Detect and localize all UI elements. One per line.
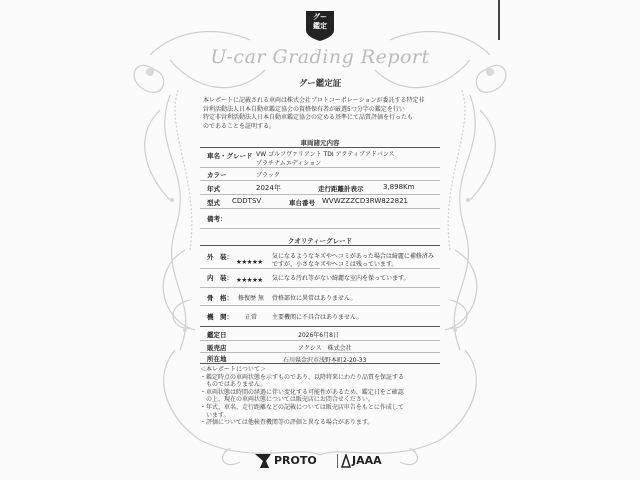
note-line: の上、現在の車両状態については販売店にお問合せください。 [200,396,374,404]
chassis-value: WVWZZZCD3RW822821 [322,197,408,205]
intro-line: 本レポートに記載される車両は株式会社プロトコーポレーションが委託する特定非 [203,97,425,104]
dealer-label: 販売店 [207,344,227,352]
certificate-title: グー鑑定証 [298,79,342,89]
notes-section [200,366,440,427]
interior-comment: 気になる汚れ等がない綺麗な室内を保っています。 [272,275,410,282]
intro-line: 特定非営利活動法人日本自動車鑑定協会の定める基準にて品質評価を行ったも [203,114,414,121]
note-line: ものではありません。 [200,381,267,389]
note-line: います。 [200,411,230,419]
type-value: CDDTSV [232,197,262,205]
divider [200,228,440,229]
logo-separator [337,454,338,468]
mileage-value: 3,898Km [383,183,415,191]
address-label: 所在地 [207,355,227,363]
exterior-label: 外 装： [207,253,233,261]
engine-label: 機 関： [207,313,233,321]
divider [200,268,440,269]
notes-heading: ＜本レポートについて＞ [200,366,266,373]
jaaa-logo-text: JAAA [352,454,382,467]
quality-section-heading: クオリティーグレード [287,237,353,245]
intro-paragraph [203,97,441,131]
exterior-comment-1: 気になるようなキズやヘコミがあった場合は綺麗に補修済み [272,253,434,260]
proto-logo-text: PROTO [274,454,317,467]
footer-logos [250,453,410,469]
appraisal-date-label: 鑑定日 [207,331,227,339]
divider [200,340,440,341]
frame-label: 骨 格： [207,294,233,302]
interior-rating-stars: ★★★★★ [236,276,263,284]
divider [200,305,440,306]
exterior-comment-2: ですが、小さなキズやヘコミは残っています。 [272,261,398,268]
address-value: 石川県金沢市浅野本町2-20-33 [283,357,367,364]
report-script-title: U-car Grading Report [210,46,430,68]
divider [200,363,440,364]
dealer-value: アクシス 株式会社 [298,345,352,352]
mileage-label: 走行距離計表示 [318,185,364,193]
divider [200,287,440,288]
exterior-label-text: 外 装 [207,253,227,261]
model-grade-label: 車名・グレード [207,152,253,160]
divider [200,352,440,353]
jaaa-logo-icon [341,454,351,468]
divider [200,167,440,168]
appraisal-date-value: 2026年6月8日 [298,332,339,339]
type-label: 型式 [207,199,220,207]
intro-line: 営利活動法人日本自動車鑑定協会の資格保有者が厳選5つ分字の鑑定を行い [203,105,405,113]
engine-label-text: 機 関 [207,313,227,321]
interior-label-text: 内 装 [207,274,227,282]
divider [200,194,440,195]
frame-comment: 骨格部位に異常はありません。 [272,295,357,302]
divider [200,147,440,148]
divider [200,180,440,181]
proto-logo-icon [254,453,272,469]
badge-text [303,13,337,31]
year-value: 2024年 [256,184,281,192]
year-label: 年式 [207,185,220,193]
color-value: ブラック [256,172,280,179]
engine-status: 正常 [245,314,258,321]
color-label: カラー [207,171,227,179]
chassis-label: 車台番号 [289,199,315,207]
note-line: ・鑑定時点の車両状態を示すものであり、以降将来にわたり品質を保証する [200,373,405,381]
note-line: ・評価については他検査機関等の評価と異なる場合があります。 [200,419,374,427]
divider [200,208,440,209]
badge-line-2: 鑑定 [313,22,327,30]
remarks-label-text: 備考 [207,215,220,223]
exterior-rating-stars: ★★★★★ [236,258,263,266]
frame-label-text: 骨 格 [207,294,227,302]
interior-label: 内 装： [207,274,233,282]
top-edge-line [498,0,500,40]
note-line: ・年式、車名、走行距離などの記載については販売店申告をもとに作成して [200,403,404,411]
intro-line: のであることを証明する。 [203,122,276,130]
engine-comment: 主要機関に不具合はありません。 [272,314,363,321]
vehicle-section-heading: 車両諸元内容 [300,139,340,147]
model-grade-value-2: プラチナムエディション [256,160,322,167]
model-grade-value-1: VW ゴルフヴァリアント TDI アクティブアドバンス [256,151,395,158]
note-line: ・車両状態は時間の経過に伴い変化する可能性があるため、鑑定日をご確認 [200,388,404,396]
badge-line-1: グー [313,13,327,21]
divider [200,326,440,327]
remarks-label: 備考： [207,215,227,223]
frame-status: 修復歴 無 [238,295,264,302]
divider [200,245,440,246]
